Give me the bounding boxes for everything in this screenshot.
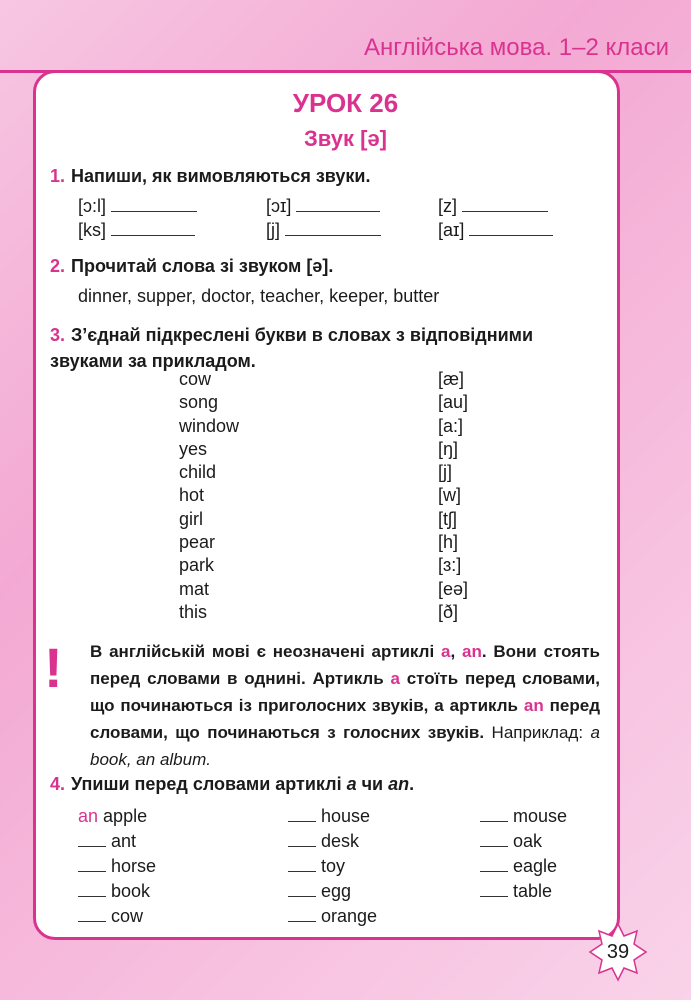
list-item[interactable]: [w] [438, 485, 462, 506]
list-item[interactable]: eagle [480, 854, 567, 879]
task3-word-list [179, 368, 239, 624]
list-item[interactable]: horse [78, 854, 156, 879]
answer-blank [480, 820, 508, 822]
list-item[interactable]: oak [480, 829, 567, 854]
page-number: 39 [606, 941, 630, 963]
list-item[interactable]: egg [288, 879, 377, 904]
answer-blank [78, 895, 106, 897]
list-item[interactable]: table [480, 879, 567, 904]
list-item[interactable]: house [288, 804, 377, 829]
lesson-title: УРОК 26 [292, 88, 399, 118]
exclamation-icon: ! [44, 636, 63, 699]
list-item[interactable]: song [179, 392, 219, 413]
answer-blank [78, 870, 106, 872]
list-item[interactable]: [h] [438, 532, 459, 553]
task3-number: 3. [50, 325, 66, 345]
task4-col2 [288, 804, 377, 929]
list-item[interactable]: [ŋ] [438, 438, 459, 459]
list-item[interactable]: window [179, 415, 240, 436]
list-item[interactable]: cow [78, 904, 156, 929]
answer-blank[interactable] [111, 210, 197, 212]
answer-blank [480, 895, 508, 897]
task4-heading: 4. Упиши перед словами артиклі a чи an. [50, 774, 415, 794]
list-item[interactable]: child [179, 462, 217, 483]
answer-blank[interactable] [285, 234, 381, 236]
list-item[interactable]: [tʃ] [438, 508, 458, 529]
task1-sound-4: [ks] [78, 220, 195, 241]
list-item[interactable]: [ɜ:] [438, 555, 462, 576]
answer-blank [288, 820, 316, 822]
task1-sound-6: [aɪ] [438, 220, 553, 241]
grammar-note: В англійській мові є неозначені артиклі a, an. Вони стоять перед словами в однині. Артикль a стоїть перед словами, що починаються із приголосних звуків, а артикль an перед словами, що починаються з голосних звуків. Наприклад: a book, an album. [90, 642, 600, 769]
list-item[interactable]: [eə] [438, 578, 469, 599]
list-item[interactable]: [j] [438, 462, 453, 483]
list-item[interactable]: toy [288, 854, 377, 879]
task1-sound-2: [ɔɪ] [266, 196, 380, 217]
task2-instruction: Прочитай слова зі звуком [ə]. [71, 256, 334, 276]
header-title: Англійська мова. 1–2 класи [363, 34, 669, 61]
answer-blank [288, 845, 316, 847]
answer-blank [288, 895, 316, 897]
task2-heading [50, 256, 333, 277]
answer-blank [480, 870, 508, 872]
list-item[interactable]: pear [179, 532, 216, 553]
task1-number: 1. [50, 166, 66, 186]
task3-sound-list [438, 368, 468, 624]
task4-number: 4. [50, 774, 66, 794]
answer-blank[interactable] [111, 234, 195, 236]
list-item[interactable]: [a:] [438, 415, 464, 436]
answer-blank[interactable] [469, 234, 553, 236]
answer-blank [78, 845, 106, 847]
task3-heading [50, 322, 602, 374]
list-item[interactable]: park [179, 555, 215, 576]
list-item[interactable]: book [78, 879, 156, 904]
task1-sound-1: [ɔ:l] [78, 196, 197, 217]
task1-instruction: Напиши, як вимовляються звуки. [71, 166, 371, 186]
answer-blank [480, 845, 508, 847]
task2-number: 2. [50, 256, 66, 276]
lesson-subtitle: Звук [ə] [303, 126, 387, 151]
list-item[interactable]: orange [288, 904, 377, 929]
list-item[interactable]: cow [179, 369, 212, 389]
task1-sound-3: [z] [438, 196, 548, 217]
task1-sound-5: [j] [266, 220, 381, 241]
list-item[interactable]: girl [179, 508, 204, 529]
list-item[interactable]: yes [179, 438, 208, 459]
list-item[interactable]: ant [78, 829, 156, 854]
answer-blank [288, 870, 316, 872]
answer-blank[interactable] [462, 210, 548, 212]
list-item[interactable]: desk [288, 829, 377, 854]
task1-heading [50, 166, 371, 187]
list-item[interactable]: an apple [78, 806, 148, 826]
answer-blank [288, 920, 316, 922]
task3-instruction-line1: З’єднай підкреслені букви в словах з відповідними [71, 325, 534, 345]
list-item[interactable]: [æ] [438, 369, 465, 389]
list-item[interactable]: mat [179, 578, 210, 599]
task4-col1 [78, 804, 156, 929]
list-item[interactable]: this [179, 601, 208, 622]
task2-words: dinner, supper, doctor, teacher, keeper, butter [78, 286, 440, 306]
list-item[interactable]: hot [179, 485, 205, 506]
task3-instruction-line2: звуками за прикладом. [50, 351, 256, 371]
task4-col3 [480, 804, 567, 904]
list-item[interactable]: [ð] [438, 601, 459, 622]
answer-blank[interactable] [296, 210, 380, 212]
answer-blank [78, 920, 106, 922]
list-item[interactable]: [au] [438, 392, 469, 413]
list-item[interactable]: mouse [480, 804, 567, 829]
